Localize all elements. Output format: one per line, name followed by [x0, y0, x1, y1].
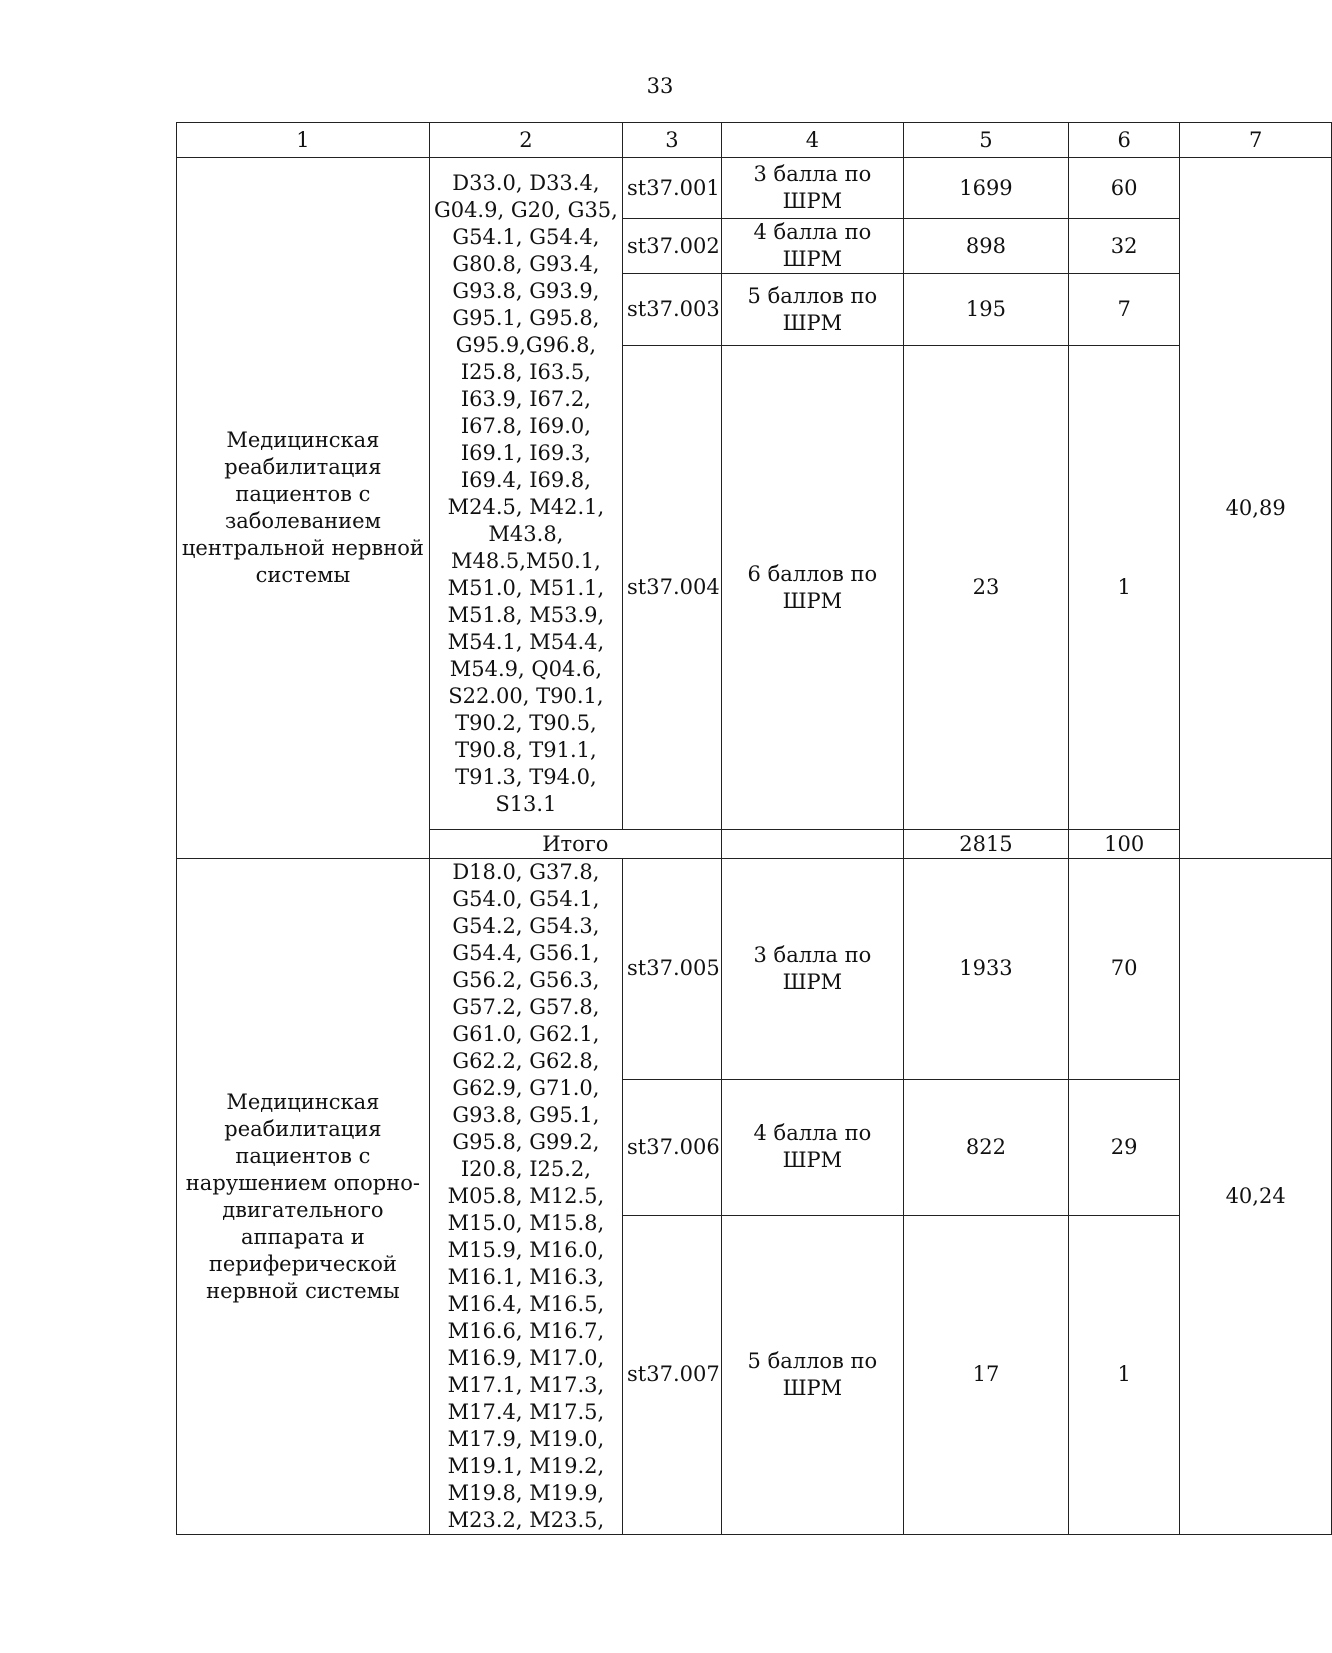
header-cell-7: 7: [1180, 123, 1332, 158]
header-cell-2: 2: [429, 123, 622, 158]
group-name: Медицинская реабилитация пациентов с заболеванием центральной нервной системы: [177, 158, 430, 859]
ksg-code: st37.006: [623, 1079, 722, 1215]
score-cell: 5 баллов по ШРМ: [721, 1215, 903, 1534]
header-cell-5: 5: [903, 123, 1068, 158]
diagnosis-codes: D18.0, G37.8, G54.0, G54.1, G54.2, G54.3, G54.4, G56.1, G56.2, G56.3, G57.2, G57.8, G61.0, G62.1, G62.2, G62.8, G62.9, G71.0, G93.8, G95.1, G95.8, G99.2, I20.8, I25.2, M05.8, M12.5, M15.0, M15.8, M15.9, M16.0, M16.1, M16.3, M16.4, M16.5, M16.6, M16.7, M16.9, M17.0, M17.1, M17.3, M17.4, M17.5, M17.9, M19.0, M19.1, M19.2, M19.8, M19.9, M23.2, M23.5,: [429, 859, 622, 1535]
count-cell: 17: [903, 1215, 1068, 1534]
ksg-code: st37.007: [623, 1215, 722, 1534]
header-row: [177, 123, 1332, 158]
group-name: Медицинская реабилитация пациентов с нарушением опорно-двигательного аппарата и периферической нервной системы: [177, 859, 430, 1535]
ksg-code: st37.003: [623, 274, 722, 346]
count-cell: 1933: [903, 859, 1068, 1080]
count-cell: 23: [903, 346, 1068, 830]
percent-cell: 32: [1069, 219, 1180, 274]
percent-cell: 70: [1069, 859, 1180, 1080]
table-row: [177, 859, 1332, 1080]
data-table: [176, 122, 1332, 1535]
total-empty-cell: [721, 830, 903, 859]
total-label: Итого: [429, 830, 721, 859]
count-cell: 822: [903, 1079, 1068, 1215]
score-cell: 4 балла по ШРМ: [721, 1079, 903, 1215]
percent-cell: 29: [1069, 1079, 1180, 1215]
diagnosis-codes: D33.0, D33.4, G04.9, G20, G35, G54.1, G54.4, G80.8, G93.4, G93.8, G93.9, G95.1, G95.8, G95.9,G96.8, I25.8, I63.5, I63.9, I67.2, I67.8, I69.0, I69.1, I69.3, I69.4, I69.8, M24.5, M42.1, M43.8, M48.5,M50.1, M51.0, M51.1, M51.8, M53.9, M54.1, M54.4, M54.9, Q04.6, S22.00, T90.1, T90.2, T90.5, T90.8, T91.1, T91.3, T94.0, S13.1: [429, 158, 622, 830]
score-cell: 5 баллов по ШРМ: [721, 274, 903, 346]
page-number: 33: [646, 74, 674, 98]
percent-cell: 60: [1069, 158, 1180, 219]
score-cell: 6 баллов по ШРМ: [721, 346, 903, 830]
total-percent: 100: [1069, 830, 1180, 859]
percent-cell: 7: [1069, 274, 1180, 346]
count-cell: 1699: [903, 158, 1068, 219]
ksg-code: st37.004: [623, 346, 722, 830]
percent-cell: 1: [1069, 1215, 1180, 1534]
count-cell: 195: [903, 274, 1068, 346]
header-cell-3: 3: [623, 123, 722, 158]
score-cell: 3 балла по ШРМ: [721, 859, 903, 1080]
total-count: 2815: [903, 830, 1068, 859]
percent-cell: 1: [1069, 346, 1180, 830]
ksg-code: st37.002: [623, 219, 722, 274]
ksg-code: st37.001: [623, 158, 722, 219]
header-cell-6: 6: [1069, 123, 1180, 158]
table-row: [177, 158, 1332, 219]
count-cell: 898: [903, 219, 1068, 274]
coefficient-cell: 40,89: [1180, 158, 1332, 859]
ksg-code: st37.005: [623, 859, 722, 1080]
header-cell-1: 1: [177, 123, 430, 158]
score-cell: 4 балла по ШРМ: [721, 219, 903, 274]
score-cell: 3 балла по ШРМ: [721, 158, 903, 219]
header-cell-4: 4: [721, 123, 903, 158]
coefficient-cell: 40,24: [1180, 859, 1332, 1535]
